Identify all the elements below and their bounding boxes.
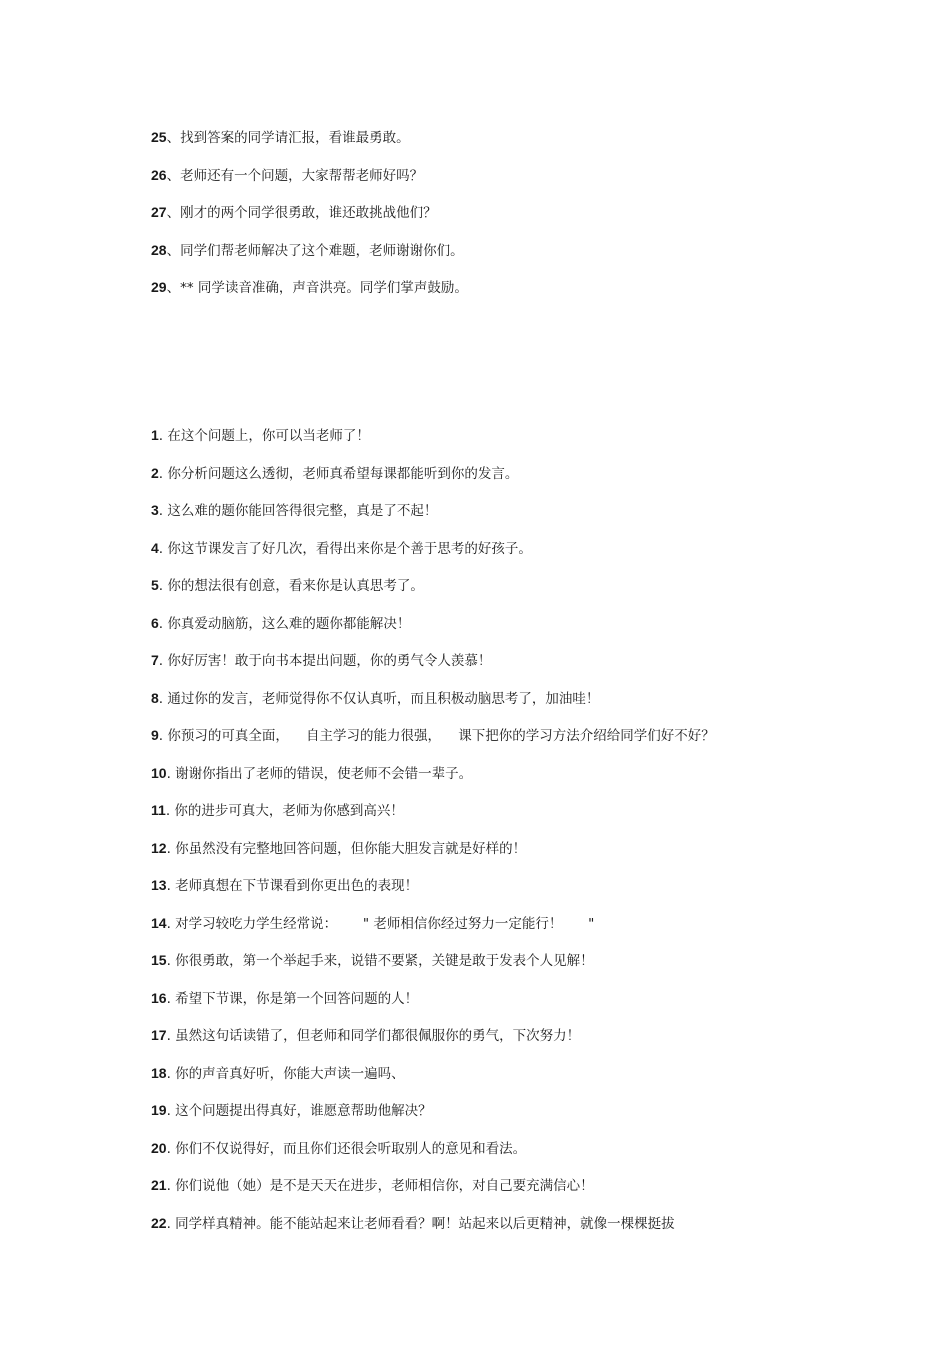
item-separator: . — [166, 878, 176, 894]
item-separator: . — [166, 1103, 176, 1119]
list-item — [151, 1099, 911, 1137]
item-number: 15 — [151, 952, 167, 968]
list-item — [151, 239, 911, 277]
list-item — [151, 874, 911, 912]
list-item — [151, 799, 911, 837]
list-item — [151, 537, 911, 575]
item-number: 16 — [151, 989, 167, 1006]
item-separator: 、 — [166, 130, 181, 146]
list-item — [151, 724, 911, 762]
item-number: 1 — [151, 427, 159, 443]
item-text: 你们不仅说得好，而且你们还很会听取别人的意见和看法。 — [175, 1140, 527, 1157]
item-separator: . — [166, 915, 176, 932]
praise-list-continued — [151, 126, 911, 314]
item-number: 22 — [151, 1214, 167, 1231]
item-text: 希望下节课，你是第一个回答问题的人！ — [175, 990, 419, 1007]
item-text: 你虽然没有完整地回答问题，但你能大胆发言就是好样的！ — [175, 840, 527, 857]
list-item — [151, 1174, 911, 1212]
item-number: 8 — [151, 689, 159, 706]
item-text: 谢谢你指出了老师的错误，使老师不会错一辈子。 — [175, 765, 473, 782]
item-text: 这么难的题你能回答得很完整，真是了不起！ — [167, 503, 438, 519]
item-separator: . — [158, 503, 168, 519]
item-number: 4 — [151, 539, 159, 556]
item-separator: . — [158, 615, 168, 632]
item-text: 虽然这句话读错了，但老师和同学们都很佩服你的勇气，下次努力！ — [175, 1028, 581, 1044]
item-number: 2 — [151, 464, 159, 481]
item-text: 找到答案的同学请汇报，看谁最勇敢。 — [180, 130, 410, 146]
list-item — [151, 462, 911, 500]
item-text: 你预习的可真全面， 自主学习的能力很强， 课下把你的学习方法介绍给同学们好不好？ — [167, 728, 715, 744]
item-text: 你们说他（她）是不是天天在进步，老师相信你，对自己要充满信心！ — [175, 1178, 594, 1194]
item-number: 10 — [151, 764, 167, 781]
item-number: 19 — [151, 1102, 167, 1118]
item-separator: . — [166, 953, 176, 969]
list-item — [151, 1024, 911, 1062]
list-item — [151, 1137, 911, 1175]
list-item — [151, 201, 911, 239]
list-item — [151, 424, 911, 462]
item-number: 3 — [151, 502, 159, 518]
item-separator: 、 — [166, 205, 181, 221]
item-separator: . — [166, 1028, 176, 1044]
list-item — [151, 276, 911, 314]
item-separator: . — [166, 840, 176, 857]
item-text: 通过你的发言，老师觉得你不仅认真听，而且积极动脑思考了，加油哇！ — [167, 690, 600, 707]
item-separator: . — [158, 653, 168, 669]
list-item — [151, 987, 911, 1025]
item-number: 25 — [151, 129, 167, 145]
list-item — [151, 649, 911, 687]
item-number: 26 — [151, 166, 167, 183]
item-separator: . — [158, 728, 168, 744]
item-separator: . — [166, 1140, 176, 1157]
item-separator: . — [166, 1065, 176, 1082]
item-number: 7 — [151, 652, 159, 668]
item-text: 你好厉害！敢于向书本提出问题，你的勇气令人羡慕！ — [167, 653, 492, 669]
item-text: 你分析问题这么透彻，老师真希望每课都能听到你的发言。 — [167, 465, 519, 482]
list-item — [151, 1212, 911, 1250]
item-text: 刚才的两个同学很勇敢，谁还敢挑战他们？ — [180, 205, 437, 221]
item-text: 你真爱动脑筋，这么难的题你都能解决！ — [167, 615, 411, 632]
list-item — [151, 1062, 911, 1100]
item-number: 17 — [151, 1027, 167, 1043]
item-number: 20 — [151, 1139, 167, 1156]
item-text: 你的进步可真大，老师为你感到高兴！ — [174, 803, 404, 819]
item-number: 11 — [151, 802, 166, 818]
item-text: 老师真想在下节课看到你更出色的表现！ — [175, 878, 419, 894]
item-separator: 、 — [166, 280, 181, 296]
item-separator: 、 — [166, 167, 181, 184]
item-text: ** 同学读音准确，声音洪亮。同学们掌声鼓励。 — [180, 280, 468, 296]
list-item — [151, 762, 911, 800]
item-text: 在这个问题上，你可以当老师了！ — [167, 428, 370, 444]
item-text: 你的声音真好听，你能大声读一遍吗、 — [175, 1065, 405, 1082]
item-separator: . — [158, 428, 168, 444]
item-text: 这个问题提出得真好，谁愿意帮助他解决？ — [175, 1103, 432, 1119]
item-number: 28 — [151, 241, 167, 258]
item-number: 9 — [151, 727, 159, 743]
item-number: 5 — [151, 577, 159, 593]
list-item — [151, 912, 911, 950]
list-item — [151, 612, 911, 650]
item-number: 13 — [151, 877, 167, 893]
list-item — [151, 164, 911, 202]
item-separator: . — [158, 690, 168, 707]
item-text: 对学习较吃力学生经常说： " 老师相信你经过努力一定能行！ " — [175, 915, 595, 932]
list-item — [151, 574, 911, 612]
list-item — [151, 126, 911, 164]
item-number: 12 — [151, 839, 167, 856]
item-number: 14 — [151, 914, 167, 931]
item-separator: . — [166, 1215, 176, 1232]
list-item — [151, 949, 911, 987]
list-item — [151, 499, 911, 537]
item-text: 老师还有一个问题，大家帮帮老师好吗？ — [180, 167, 424, 184]
item-separator: . — [165, 803, 175, 819]
item-number: 21 — [151, 1177, 167, 1193]
item-number: 18 — [151, 1064, 167, 1081]
item-text: 你的想法很有创意，看来你是认真思考了。 — [167, 578, 424, 594]
item-number: 6 — [151, 614, 159, 631]
item-text: 同学样真精神。能不能站起来让老师看看？啊！站起来以后更精神，就像一棵棵挺拔 — [175, 1215, 675, 1232]
item-separator: . — [166, 1178, 176, 1194]
item-text: 你很勇敢，第一个举起手来，说错不要紧，关键是敢于发表个人见解！ — [175, 953, 594, 969]
item-text: 你这节课发言了好几次，看得出来你是个善于思考的好孩子。 — [167, 540, 532, 557]
item-separator: . — [166, 765, 176, 782]
item-number: 29 — [151, 279, 167, 295]
item-separator: . — [158, 578, 168, 594]
list-item — [151, 687, 911, 725]
item-separator: . — [166, 990, 176, 1007]
item-text: 同学们帮老师解决了这个难题，老师谢谢你们。 — [180, 242, 464, 259]
item-separator: 、 — [166, 242, 181, 259]
item-number: 27 — [151, 204, 167, 220]
item-separator: . — [158, 540, 168, 557]
item-separator: . — [158, 465, 168, 482]
list-item — [151, 837, 911, 875]
praise-list — [151, 424, 911, 1249]
